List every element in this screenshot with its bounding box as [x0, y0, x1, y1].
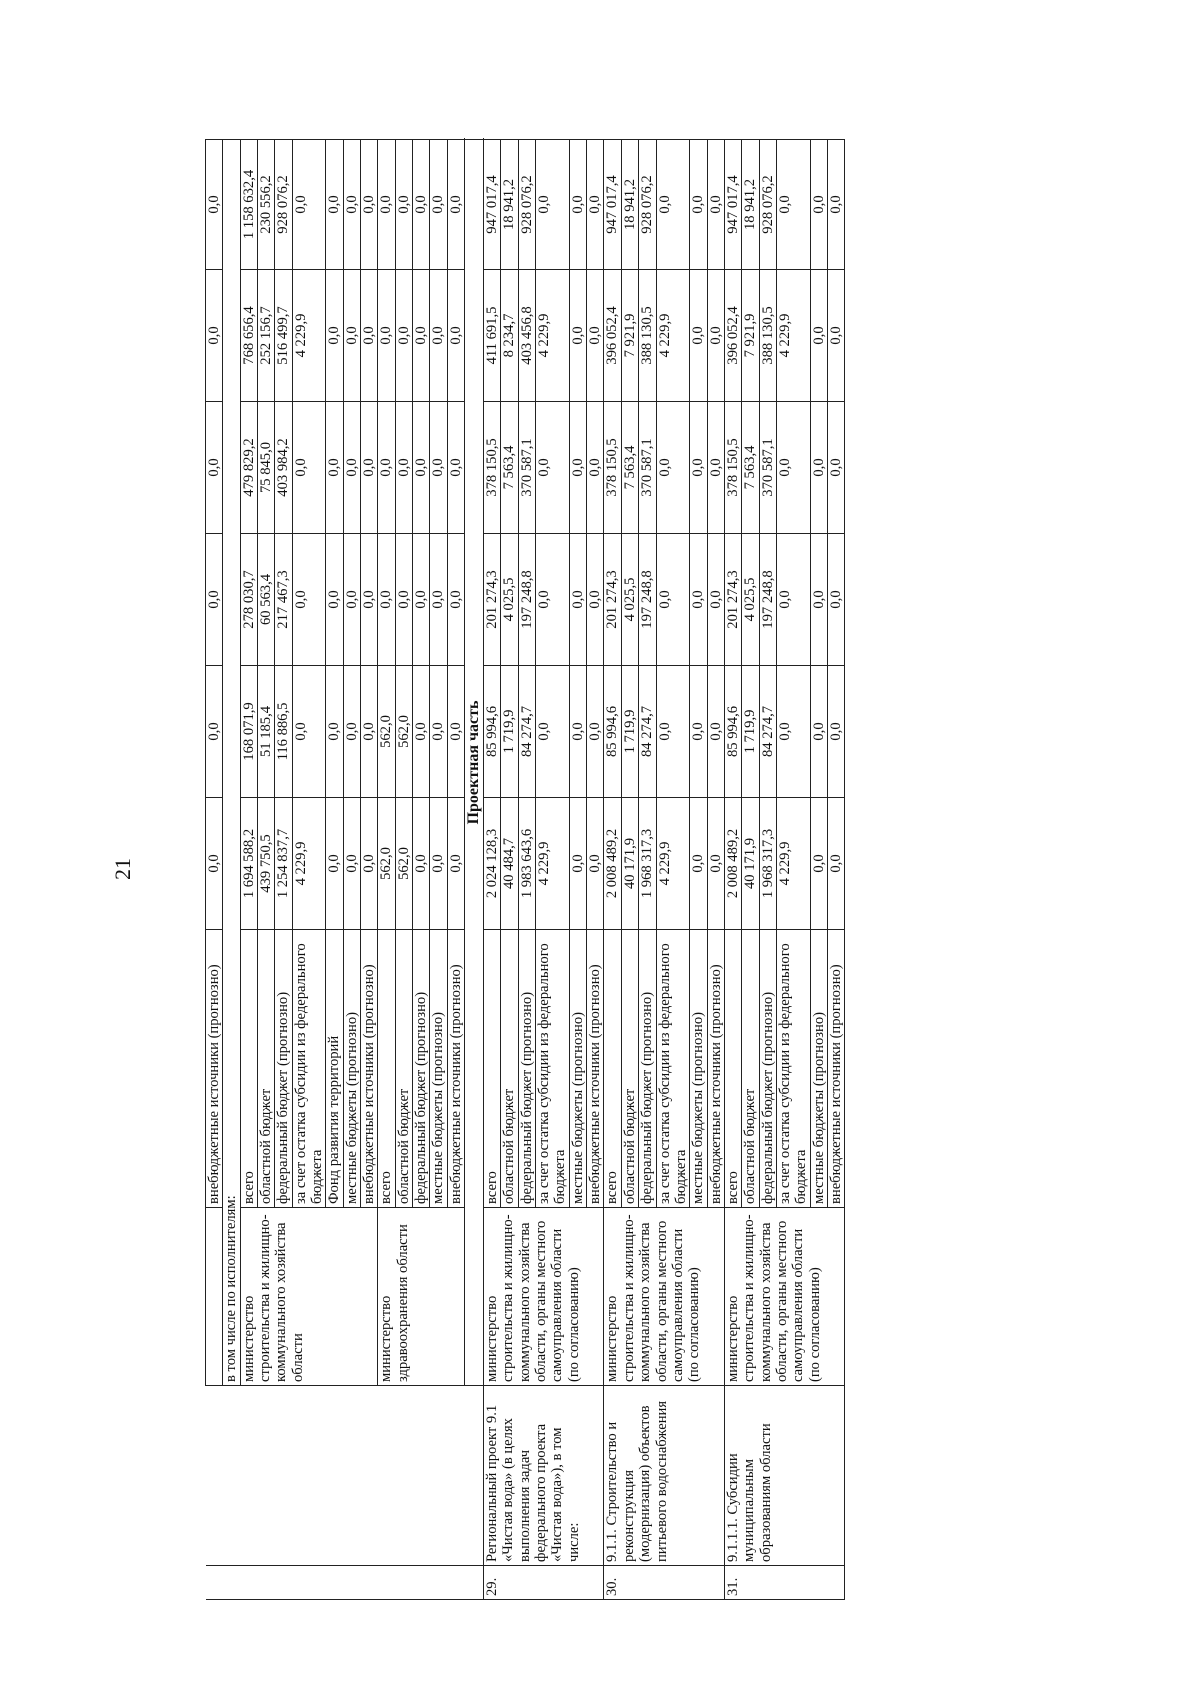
- table-cell: [206, 1386, 484, 1566]
- value-cell: 411 691,5: [484, 270, 501, 402]
- value-cell: 516 499,7: [275, 270, 292, 402]
- value-cell: 928 076,2: [759, 140, 776, 270]
- value-cell: 40 484,7: [501, 798, 518, 930]
- value-cell: 0,0: [413, 666, 430, 798]
- source-label: федеральный бюджет (прогнозно): [413, 930, 430, 1208]
- value-cell: 0,0: [827, 270, 844, 402]
- table-cell: [206, 1208, 223, 1386]
- value-cell: 403 456,8: [518, 270, 535, 402]
- value-cell: 18 941,2: [501, 140, 518, 270]
- rotated-table-container: [205, 140, 1145, 1600]
- executor-cell: министерство строительства и жилищно-коммунального хозяйства области: [240, 1208, 378, 1386]
- value-cell: 0,0: [587, 666, 604, 798]
- value-cell: 928 076,2: [518, 140, 535, 270]
- value-cell: 0,0: [326, 402, 343, 534]
- value-cell: 2 024 128,3: [484, 798, 501, 930]
- source-label: внебюджетные источники (прогнозно): [206, 930, 223, 1208]
- value-cell: 0,0: [395, 270, 412, 402]
- executor-cell: министерство здравоохранения области: [378, 1208, 465, 1386]
- value-cell: 0,0: [810, 666, 827, 798]
- source-label: местные бюджеты (прогнозно): [569, 930, 586, 1208]
- value-cell: 0,0: [587, 534, 604, 666]
- value-cell: 1 968 317,3: [759, 798, 776, 930]
- value-cell: 0,0: [430, 534, 447, 666]
- value-cell: 0,0: [587, 402, 604, 534]
- value-cell: 0,0: [569, 534, 586, 666]
- value-cell: 0,0: [536, 402, 570, 534]
- value-cell: 0,0: [413, 402, 430, 534]
- value-cell: 40 171,9: [742, 798, 759, 930]
- table-row: [604, 140, 621, 1600]
- value-cell: 197 248,8: [518, 534, 535, 666]
- value-cell: 388 130,5: [759, 270, 776, 402]
- table-row: [724, 140, 741, 1600]
- source-label: областной бюджет: [258, 930, 275, 1208]
- source-label: всего: [484, 930, 501, 1208]
- project-name: Региональный проект 9.1 «Чистая вода» (в целях выполнения задач федерального проекта «Чистая вода»), в том числе:: [484, 1386, 604, 1566]
- source-label: за счет остатка субсидии из федерального бюджета: [536, 930, 570, 1208]
- value-cell: 4 229,9: [776, 270, 810, 402]
- value-cell: 0,0: [656, 140, 690, 270]
- source-label: за счет остатка субсидии из федерального бюджета: [292, 930, 326, 1208]
- value-cell: 2 008 489,2: [724, 798, 741, 930]
- value-cell: 0,0: [378, 402, 395, 534]
- value-cell: 0,0: [776, 402, 810, 534]
- value-cell: 0,0: [656, 666, 690, 798]
- value-cell: 0,0: [827, 534, 844, 666]
- value-cell: 0,0: [378, 140, 395, 270]
- value-cell: 370 587,1: [639, 402, 656, 534]
- source-label: местные бюджеты (прогнозно): [810, 930, 827, 1208]
- value-cell: 562,0: [378, 666, 395, 798]
- value-cell: 18 941,2: [621, 140, 638, 270]
- value-cell: 378 150,5: [484, 402, 501, 534]
- value-cell: 85 994,6: [484, 666, 501, 798]
- value-cell: 0,0: [827, 798, 844, 930]
- value-cell: 1 694 588,2: [240, 798, 257, 930]
- value-cell: 0,0: [707, 666, 724, 798]
- value-cell: 1 719,9: [621, 666, 638, 798]
- project-name: 9.1.1.1. Субсидии муниципальным образованиям области: [724, 1386, 844, 1566]
- value-cell: 0,0: [810, 798, 827, 930]
- value-cell: 1 719,9: [742, 666, 759, 798]
- value-cell: 1 968 317,3: [639, 798, 656, 930]
- value-cell: 0,0: [447, 534, 464, 666]
- value-cell: 217 467,3: [275, 534, 292, 666]
- source-label: внебюджетные источники (прогнозно): [707, 930, 724, 1208]
- value-cell: 197 248,8: [639, 534, 656, 666]
- value-cell: 0,0: [361, 140, 378, 270]
- value-cell: 947 017,4: [604, 140, 621, 270]
- row-number: 29.: [484, 1566, 604, 1600]
- value-cell: 8 234,7: [501, 270, 518, 402]
- value-cell: 479 829,2: [240, 402, 257, 534]
- value-cell: 947 017,4: [724, 140, 741, 270]
- value-cell: 1 983 643,6: [518, 798, 535, 930]
- value-cell: 0,0: [569, 666, 586, 798]
- value-cell: 0,0: [569, 140, 586, 270]
- value-cell: 0,0: [343, 140, 360, 270]
- value-cell: 0,0: [292, 402, 326, 534]
- value-cell: 7 563,4: [501, 402, 518, 534]
- value-cell: 0,0: [326, 798, 343, 930]
- value-cell: 0,0: [810, 270, 827, 402]
- value-cell: 2 008 489,2: [604, 798, 621, 930]
- value-cell: 0,0: [206, 534, 223, 666]
- value-cell: 85 994,6: [604, 666, 621, 798]
- table-row: [223, 140, 240, 1600]
- value-cell: 0,0: [827, 666, 844, 798]
- value-cell: 0,0: [343, 666, 360, 798]
- value-cell: 0,0: [343, 270, 360, 402]
- value-cell: 75 845,0: [258, 402, 275, 534]
- value-cell: 0,0: [690, 402, 707, 534]
- section-title: Проектная часть: [465, 140, 484, 1386]
- value-cell: 0,0: [326, 534, 343, 666]
- value-cell: 0,0: [206, 402, 223, 534]
- value-cell: 0,0: [690, 798, 707, 930]
- value-cell: 0,0: [413, 270, 430, 402]
- value-cell: 0,0: [656, 534, 690, 666]
- value-cell: 947 017,4: [484, 140, 501, 270]
- value-cell: 0,0: [776, 140, 810, 270]
- executors-heading: в том числе по исполнителям:: [223, 140, 240, 1386]
- value-cell: 0,0: [395, 534, 412, 666]
- value-cell: 0,0: [413, 534, 430, 666]
- value-cell: 0,0: [343, 402, 360, 534]
- value-cell: 0,0: [361, 666, 378, 798]
- source-label: областной бюджет: [621, 930, 638, 1208]
- value-cell: 0,0: [690, 534, 707, 666]
- value-cell: 0,0: [430, 270, 447, 402]
- source-label: федеральный бюджет (прогнозно): [759, 930, 776, 1208]
- source-label: местные бюджеты (прогнозно): [343, 930, 360, 1208]
- page-number: 21: [110, 858, 135, 880]
- value-cell: 7 921,9: [742, 270, 759, 402]
- source-label: местные бюджеты (прогнозно): [430, 930, 447, 1208]
- value-cell: 7 563,4: [742, 402, 759, 534]
- value-cell: 4 229,9: [656, 270, 690, 402]
- value-cell: 0,0: [378, 534, 395, 666]
- value-cell: 0,0: [690, 140, 707, 270]
- project-name: 9.1.1. Строительство и реконструкция (модернизация) объектов питьевого водоснабжения: [604, 1386, 724, 1566]
- value-cell: 0,0: [707, 798, 724, 930]
- source-label: за счет остатка субсидии из федерального бюджета: [656, 930, 690, 1208]
- value-cell: 0,0: [536, 666, 570, 798]
- value-cell: 0,0: [587, 140, 604, 270]
- value-cell: 0,0: [326, 270, 343, 402]
- source-label: областной бюджет: [501, 930, 518, 1208]
- value-cell: 0,0: [810, 140, 827, 270]
- value-cell: 0,0: [447, 666, 464, 798]
- source-label: Фонд развития территорий: [326, 930, 343, 1208]
- source-label: областной бюджет: [395, 930, 412, 1208]
- value-cell: 0,0: [587, 798, 604, 930]
- source-label: местные бюджеты (прогнозно): [690, 930, 707, 1208]
- row-number: 30.: [604, 1566, 724, 1600]
- source-label: областной бюджет: [742, 930, 759, 1208]
- value-cell: 7 921,9: [621, 270, 638, 402]
- source-label: внебюджетные источники (прогнозно): [827, 930, 844, 1208]
- value-cell: 0,0: [430, 140, 447, 270]
- value-cell: 370 587,1: [759, 402, 776, 534]
- value-cell: 4 229,9: [656, 798, 690, 930]
- table-row: [484, 140, 501, 1600]
- row-number: 31.: [724, 1566, 844, 1600]
- value-cell: 0,0: [292, 140, 326, 270]
- value-cell: 0,0: [343, 798, 360, 930]
- source-label: всего: [240, 930, 257, 1208]
- value-cell: 0,0: [827, 402, 844, 534]
- value-cell: 0,0: [707, 402, 724, 534]
- value-cell: 0,0: [430, 402, 447, 534]
- value-cell: 0,0: [326, 140, 343, 270]
- source-label: внебюджетные источники (прогнозно): [587, 930, 604, 1208]
- value-cell: 0,0: [707, 140, 724, 270]
- value-cell: 0,0: [707, 534, 724, 666]
- value-cell: 388 130,5: [639, 270, 656, 402]
- value-cell: 0,0: [395, 140, 412, 270]
- source-label: федеральный бюджет (прогнозно): [518, 930, 535, 1208]
- value-cell: 4 025,5: [621, 534, 638, 666]
- value-cell: 0,0: [292, 666, 326, 798]
- value-cell: 0,0: [569, 402, 586, 534]
- value-cell: 0,0: [776, 534, 810, 666]
- value-cell: 18 941,2: [742, 140, 759, 270]
- source-label: за счет остатка субсидии из федерального бюджета: [776, 930, 810, 1208]
- value-cell: 562,0: [395, 666, 412, 798]
- value-cell: 85 994,6: [724, 666, 741, 798]
- value-cell: 0,0: [569, 270, 586, 402]
- value-cell: 0,0: [707, 270, 724, 402]
- table-cell: [206, 1566, 484, 1600]
- value-cell: 0,0: [206, 140, 223, 270]
- value-cell: 0,0: [776, 666, 810, 798]
- value-cell: 768 656,4: [240, 270, 257, 402]
- value-cell: 0,0: [447, 402, 464, 534]
- value-cell: 201 274,3: [604, 534, 621, 666]
- value-cell: 0,0: [292, 534, 326, 666]
- value-cell: 0,0: [690, 666, 707, 798]
- source-label: федеральный бюджет (прогнозно): [275, 930, 292, 1208]
- value-cell: 396 052,4: [604, 270, 621, 402]
- value-cell: 278 030,7: [240, 534, 257, 666]
- value-cell: 0,0: [447, 140, 464, 270]
- value-cell: 378 150,5: [604, 402, 621, 534]
- value-cell: 201 274,3: [484, 534, 501, 666]
- value-cell: 0,0: [536, 534, 570, 666]
- table-row: [206, 140, 223, 1600]
- value-cell: 0,0: [206, 270, 223, 402]
- value-cell: 40 171,9: [621, 798, 638, 930]
- value-cell: 51 185,4: [258, 666, 275, 798]
- executor-cell: министерство строительства и жилищно-коммунального хозяйства области, органы местного самоуправления области (по согласованию): [724, 1208, 844, 1386]
- value-cell: 1 158 632,4: [240, 140, 257, 270]
- value-cell: 928 076,2: [639, 140, 656, 270]
- value-cell: 0,0: [361, 798, 378, 930]
- value-cell: 0,0: [569, 798, 586, 930]
- value-cell: 0,0: [827, 140, 844, 270]
- value-cell: 1 719,9: [501, 666, 518, 798]
- value-cell: 378 150,5: [724, 402, 741, 534]
- value-cell: 562,0: [395, 798, 412, 930]
- value-cell: 0,0: [810, 402, 827, 534]
- value-cell: 562,0: [378, 798, 395, 930]
- value-cell: 4 229,9: [292, 270, 326, 402]
- value-cell: 0,0: [378, 270, 395, 402]
- value-cell: 0,0: [206, 798, 223, 930]
- value-cell: 0,0: [810, 534, 827, 666]
- value-cell: 0,0: [430, 666, 447, 798]
- value-cell: 4 229,9: [776, 798, 810, 930]
- budget-table: [205, 139, 845, 1600]
- source-label: внебюджетные источники (прогнозно): [361, 930, 378, 1208]
- executor-cell: министерство строительства и жилищно-коммунального хозяйства области, органы местного самоуправления области (по согласованию): [604, 1208, 724, 1386]
- value-cell: 0,0: [690, 270, 707, 402]
- table-body: [206, 140, 845, 1600]
- value-cell: 0,0: [413, 798, 430, 930]
- table-row: [465, 140, 484, 1600]
- value-cell: 197 248,8: [759, 534, 776, 666]
- table-row: [378, 140, 395, 1600]
- value-cell: 0,0: [361, 534, 378, 666]
- value-cell: 0,0: [587, 270, 604, 402]
- executor-cell: министерство строительства и жилищно-коммунального хозяйства области, органы местного самоуправления области (по согласованию): [484, 1208, 604, 1386]
- source-label: всего: [378, 930, 395, 1208]
- value-cell: 4 229,9: [536, 270, 570, 402]
- value-cell: 4 229,9: [536, 798, 570, 930]
- value-cell: 0,0: [395, 402, 412, 534]
- source-label: федеральный бюджет (прогнозно): [639, 930, 656, 1208]
- value-cell: 928 076,2: [275, 140, 292, 270]
- source-label: всего: [604, 930, 621, 1208]
- value-cell: 0,0: [536, 140, 570, 270]
- value-cell: 60 563,4: [258, 534, 275, 666]
- value-cell: 0,0: [326, 666, 343, 798]
- value-cell: 4 025,5: [742, 534, 759, 666]
- source-label: всего: [724, 930, 741, 1208]
- table-row: [240, 140, 257, 1600]
- value-cell: 0,0: [656, 402, 690, 534]
- value-cell: 230 556,2: [258, 140, 275, 270]
- value-cell: 4 025,5: [501, 534, 518, 666]
- value-cell: 1 254 837,7: [275, 798, 292, 930]
- value-cell: 439 750,5: [258, 798, 275, 930]
- value-cell: 84 274,7: [518, 666, 535, 798]
- value-cell: 116 886,5: [275, 666, 292, 798]
- value-cell: 252 156,7: [258, 270, 275, 402]
- value-cell: 396 052,4: [724, 270, 741, 402]
- value-cell: 0,0: [361, 270, 378, 402]
- source-label: внебюджетные источники (прогнозно): [447, 930, 464, 1208]
- value-cell: 7 563,4: [621, 402, 638, 534]
- value-cell: 0,0: [413, 140, 430, 270]
- value-cell: 0,0: [206, 666, 223, 798]
- value-cell: 0,0: [447, 798, 464, 930]
- value-cell: 84 274,7: [759, 666, 776, 798]
- value-cell: 403 984,2: [275, 402, 292, 534]
- value-cell: 0,0: [430, 798, 447, 930]
- value-cell: 168 071,9: [240, 666, 257, 798]
- value-cell: 370 587,1: [518, 402, 535, 534]
- value-cell: 201 274,3: [724, 534, 741, 666]
- value-cell: 4 229,9: [292, 798, 326, 930]
- value-cell: 0,0: [361, 402, 378, 534]
- value-cell: 0,0: [343, 534, 360, 666]
- value-cell: 0,0: [447, 270, 464, 402]
- value-cell: 84 274,7: [639, 666, 656, 798]
